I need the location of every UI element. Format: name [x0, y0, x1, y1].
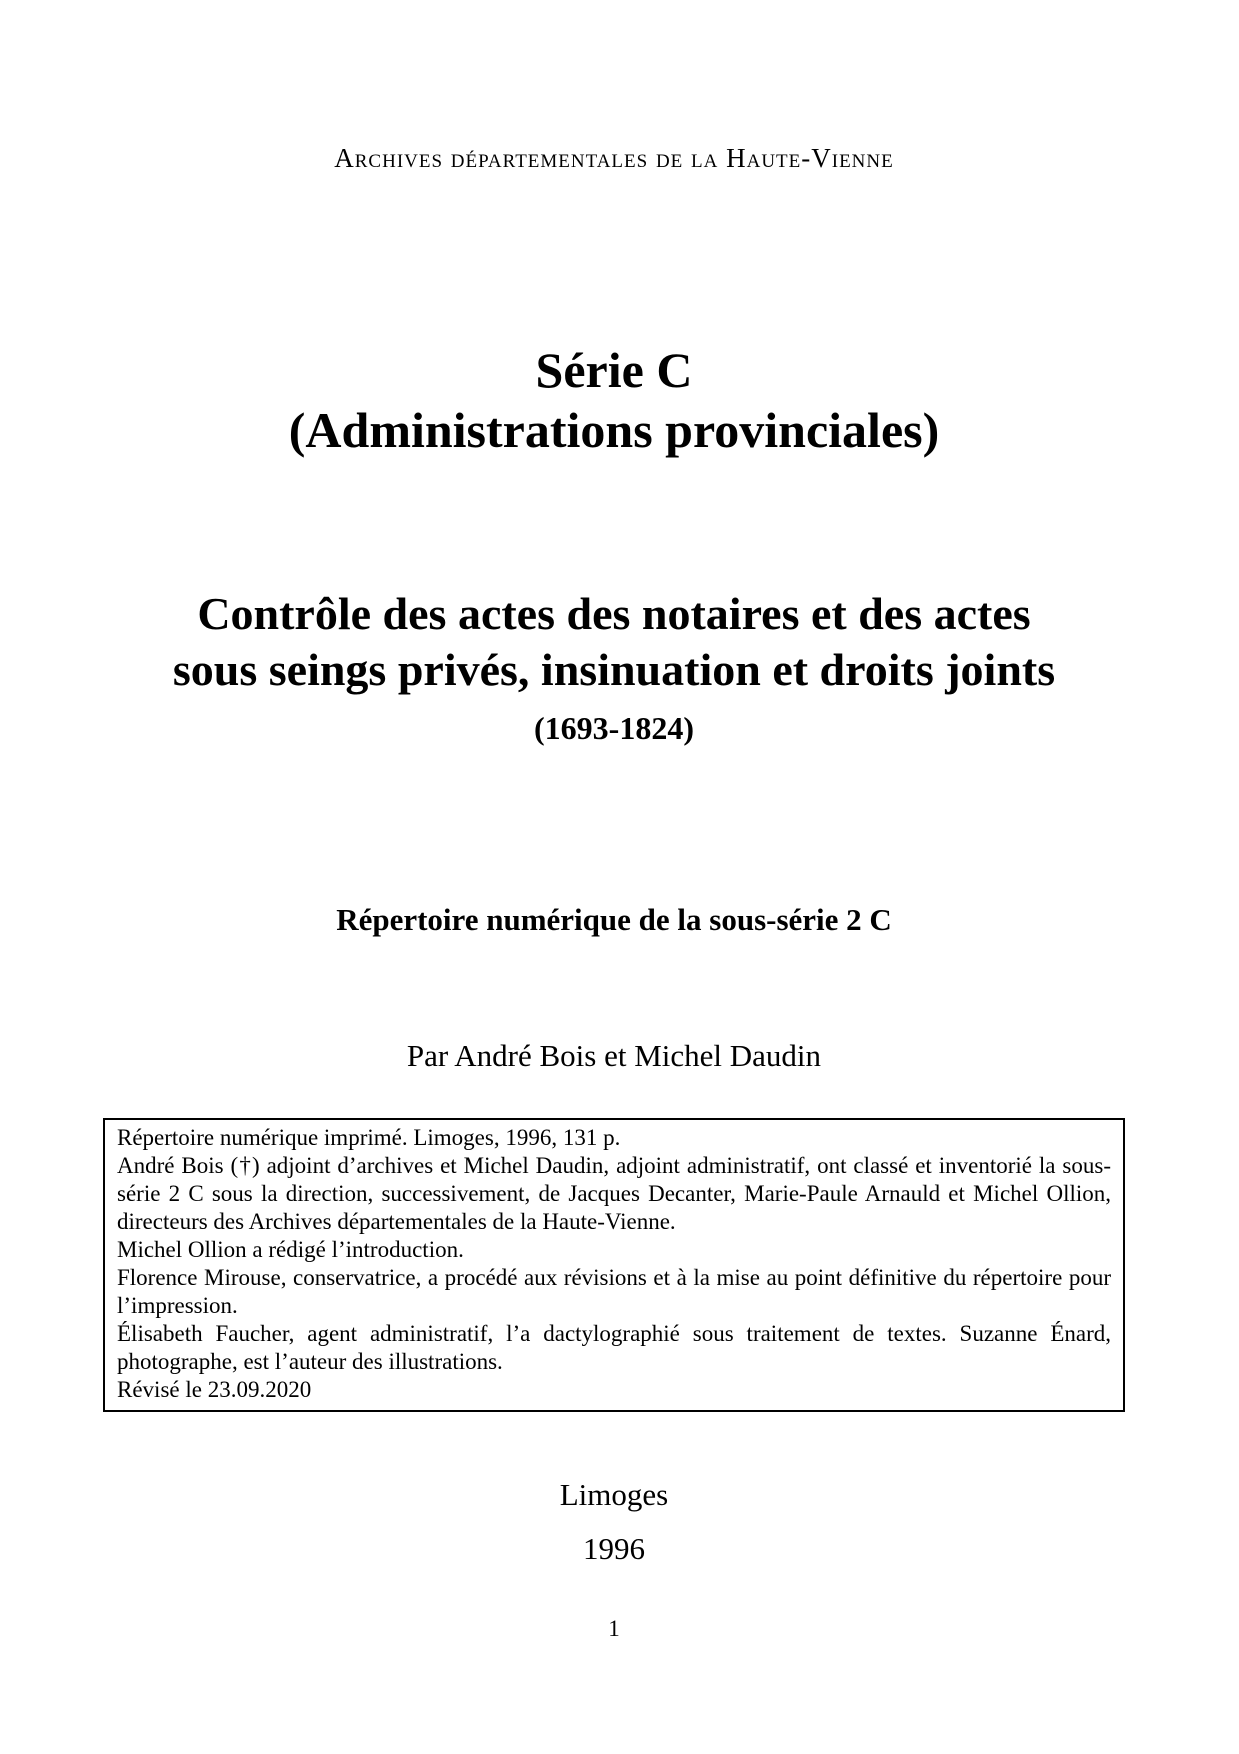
date-range: (1693-1824) — [534, 710, 694, 746]
notice-paragraph: Michel Ollion a rédigé l’introduction. — [117, 1237, 464, 1262]
notice-paragraph: Révisé le 23.09.2020 — [117, 1377, 312, 1402]
sub-series-title: Répertoire numérique de la sous-série 2 C — [336, 902, 892, 937]
archive-header: Archives départementales de la Haute-Vienne — [334, 143, 894, 173]
series-title-block — [103, 340, 1125, 460]
imprint-year: 1996 — [583, 1531, 645, 1566]
main-title-line1: Contrôle des actes des notaires et des actes — [197, 588, 1031, 639]
page-number: 1 — [608, 1616, 620, 1641]
series-title-line1: Série C — [535, 342, 693, 398]
imprint-place: Limoges — [559, 1477, 669, 1512]
notice-paragraph: Répertoire numérique imprimé. Limoges, 1996, 131 p. — [117, 1125, 621, 1150]
main-title-line2: sous seings privés, insinuation et droits joints — [172, 644, 1056, 695]
notice-paragraph: André Bois (†) adjoint d’archives et Michel Daudin, adjoint administratif, ont classé et inventorié la sous-série 2 C sous la direction, successivement, de Jacques Decanter, Marie-Paule Arnauld et Michel Ollion, directeurs des Archives départementales de la Haute-Vienne. — [117, 1153, 1111, 1234]
main-title-block — [103, 586, 1125, 698]
notice-paragraph: Élisabeth Faucher, agent administratif, l’a dactylographié sous traitement de textes. Suzanne Énard, photographe, est l’auteur des illustrations. — [117, 1321, 1111, 1374]
bibliographic-notice-box — [103, 1118, 1125, 1412]
series-title-line2: (Administrations provinciales) — [288, 402, 940, 458]
byline: Par André Bois et Michel Daudin — [406, 1038, 822, 1073]
notice-paragraph: Florence Mirouse, conservatrice, a procédé aux révisions et à la mise au point définitive du répertoire pour l’impression. — [117, 1265, 1111, 1318]
